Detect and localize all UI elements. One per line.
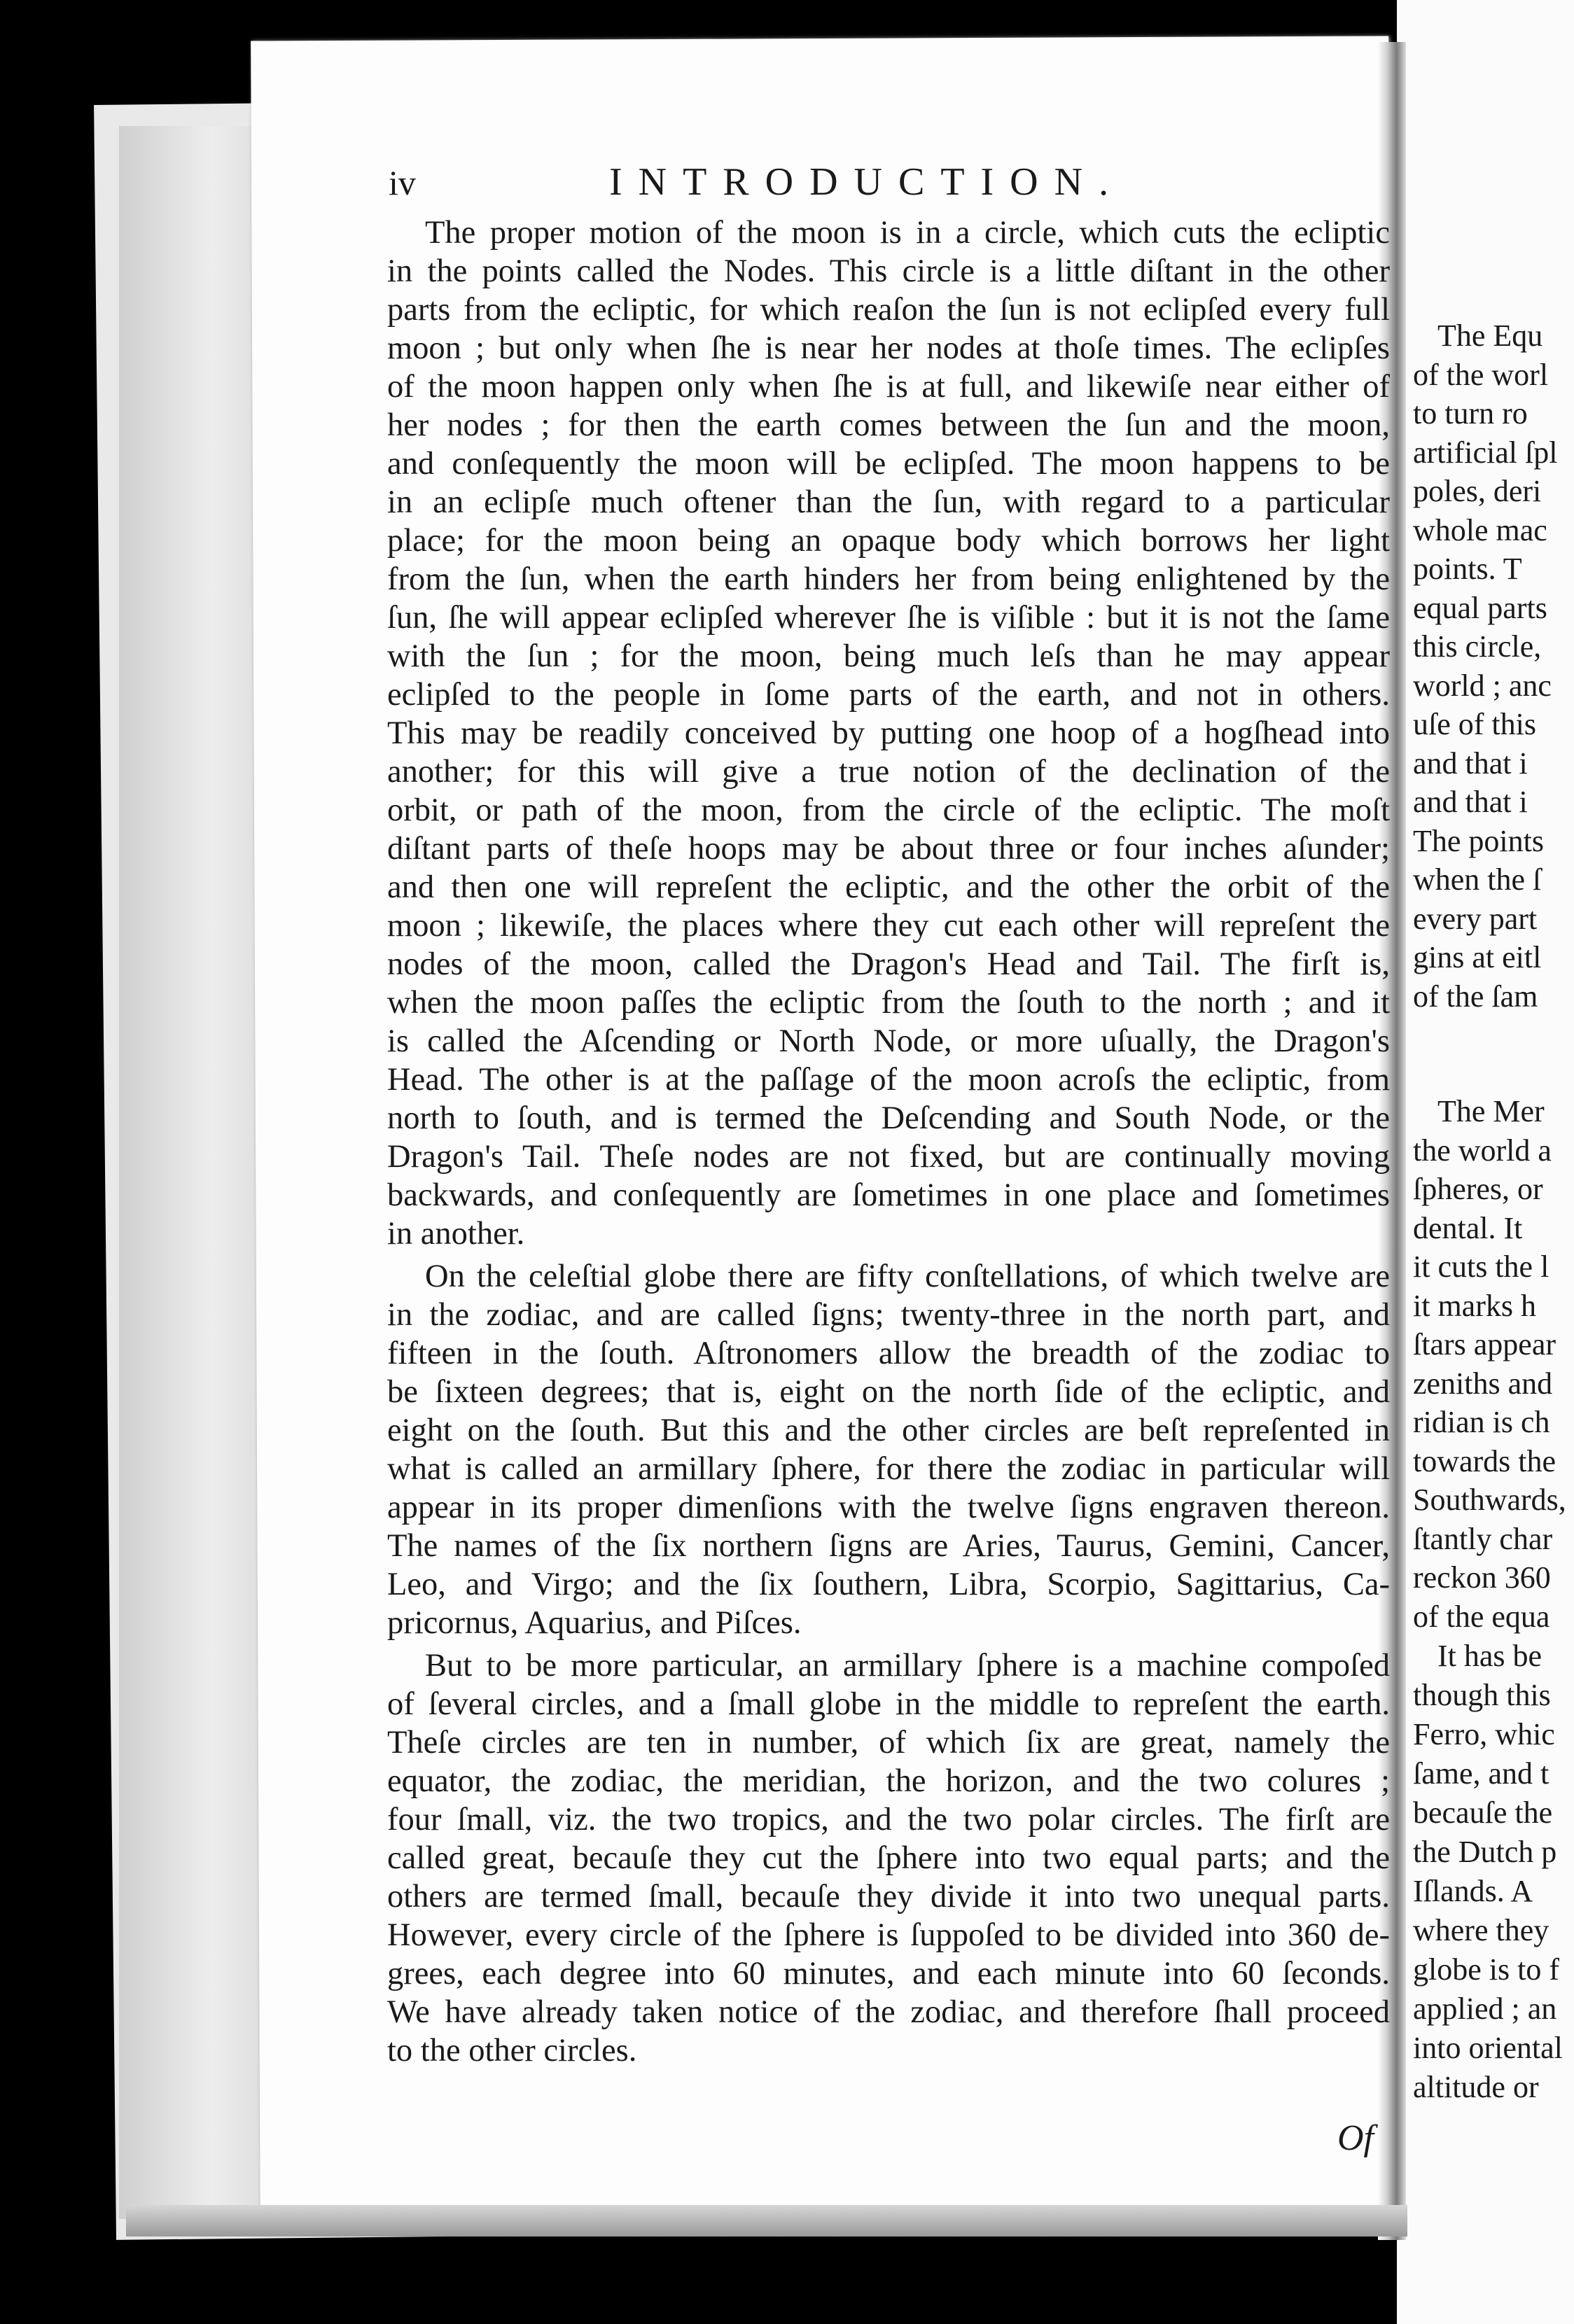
facing-page-line: ſpheres, or xyxy=(1413,1172,1543,1206)
text-line: others are termed ſmall, becauſe they divide it into two unequal parts. xyxy=(387,1879,1390,1914)
text-line: called great, becauſe they cut the ſphere into two equal parts; and the xyxy=(387,1840,1390,1876)
text-line: The proper motion of the moon is in a circle, which cuts the ecliptic xyxy=(425,215,1390,251)
text-line: four ſmall, viz. the two tropics, and the two polar circles. The firſt are xyxy=(387,1802,1390,1837)
paragraph xyxy=(387,214,1390,1253)
facing-page-line: globe is to f xyxy=(1413,1952,1559,1987)
facing-page-line: to turn ro xyxy=(1413,396,1528,430)
text-line: appear in its proper dimenſions with the twelve ſigns engraven thereon. xyxy=(387,1490,1390,1525)
facing-page-line: where they xyxy=(1413,1913,1549,1947)
facing-page-line: points. T xyxy=(1413,552,1522,586)
facing-page-line: ſame, and t xyxy=(1413,1756,1549,1791)
facing-page-line: when the ſ xyxy=(1413,862,1542,897)
facing-page-line: The points xyxy=(1413,823,1544,858)
text-line: But to be more particular, an armillary ſphere is a machine compoſed xyxy=(425,1648,1390,1684)
facing-page-line: equal parts xyxy=(1413,590,1547,625)
facing-page-line: of the equa xyxy=(1413,1599,1550,1634)
facing-page-line: ridian is ch xyxy=(1413,1405,1550,1439)
text-line: Leo, and Virgo; and the ſix ſouthern, Libra, Scorpio, Sagittarius, Ca- xyxy=(387,1567,1390,1602)
facing-page-line: towards the xyxy=(1413,1443,1556,1478)
facing-page-line: altitude or xyxy=(1413,2070,1539,2104)
facing-page-line: poles, deri xyxy=(1413,474,1542,508)
text-line: in the points called the Nodes. This circle is a little diſtant in the other xyxy=(387,253,1390,289)
text-line: be ſixteen degrees; that is, eight on the north ſide of the ecliptic, and xyxy=(387,1374,1390,1410)
text-line: backwards, and conſequently are ſometimes in one place and ſometimes xyxy=(387,1177,1390,1213)
text-line: another; for this will give a true notion of the declination of the xyxy=(387,754,1390,790)
text-line: when the moon paſſes the ecliptic from the ſouth to the north ; and it xyxy=(387,985,1390,1021)
facing-page-line: every part xyxy=(1413,901,1538,936)
text-line: and conſequently the moon will be eclipſed. The moon happens to be xyxy=(387,446,1390,482)
text-line: grees, each degree into 60 minutes, and each minute into 60 ſeconds. xyxy=(387,1956,1390,1991)
text-line: to the other circles. xyxy=(387,2033,637,2068)
text-line: in the zodiac, and are called ſigns; twenty-three in the north part, and xyxy=(387,1297,1390,1333)
text-line: This may be readily conceived by putting one hoop of a hogſhead into xyxy=(387,715,1390,751)
facing-page-line: the Dutch p xyxy=(1413,1835,1557,1869)
text-line: We have already taken notice of the zodiac, and therefore ſhall proceed xyxy=(387,1994,1390,2030)
text-line: On the celeſtial globe there are fifty conſtellations, of which twelve are xyxy=(425,1259,1390,1294)
facing-page-line: and that i xyxy=(1413,746,1528,780)
facing-page-line: world ; anc xyxy=(1413,668,1552,703)
facing-page-line: zeniths and xyxy=(1413,1366,1553,1401)
text-line: of the moon happen only when ſhe is at full, and likewiſe near either of xyxy=(387,369,1390,405)
text-line: Head. The other is at the paſſage of the moon acroſs the ecliptic, from xyxy=(387,1062,1390,1098)
text-line: of ſeveral circles, and a ſmall globe in the middle to repreſent the earth. xyxy=(387,1686,1390,1722)
facing-page-line: The Mer xyxy=(1437,1094,1545,1128)
facing-page-line: and that i xyxy=(1413,785,1528,819)
page-bottom-edge xyxy=(126,2205,1407,2236)
text-line: However, every circle of the ſphere is ſuppoſed to be divided into 360 de- xyxy=(387,1917,1390,1953)
text-line: in another. xyxy=(387,1216,525,1252)
text-line: from the ſun, when the earth hinders her from being enlightened by the xyxy=(387,561,1390,597)
text-line: place; for the moon being an opaque body which borrows her light xyxy=(387,523,1390,559)
text-line: eclipſed to the people in ſome parts of the earth, and not in others. xyxy=(387,677,1390,713)
text-line: moon ; but only when ſhe is near her nodes at thoſe times. The eclipſes xyxy=(387,330,1390,366)
facing-page-line: it cuts the l xyxy=(1413,1250,1549,1284)
facing-page-line: It has be xyxy=(1437,1639,1542,1673)
text-line: equator, the zodiac, the meridian, the horizon, and the two colures ; xyxy=(387,1763,1390,1799)
facing-page-line: gins at eitl xyxy=(1413,940,1542,974)
text-line: ſun, ſhe will appear eclipſed wherever ſhe is viſible : but it is not the ſame xyxy=(387,600,1390,636)
text-line: moon ; likewiſe, the places where they cut each other will repreſent the xyxy=(387,908,1390,944)
text-line: The names of the ſix northern ſigns are Aries, Taurus, Gemini, Cancer, xyxy=(387,1528,1390,1564)
text-line: and then one will repreſent the ecliptic, and the other the orbit of the xyxy=(387,869,1390,905)
facing-page-text xyxy=(1413,0,1574,2324)
text-line: nodes of the moon, called the Dragon's Head and Tail. The firſt is, xyxy=(387,946,1390,982)
text-line: north to ſouth, and is termed the Deſcending and South Node, or the xyxy=(387,1100,1390,1136)
text-line: eight on the ſouth. But this and the other circles are beſt repreſented in xyxy=(387,1413,1390,1448)
facing-page-line: of the worl xyxy=(1413,357,1549,392)
facing-page-line: it marks h xyxy=(1413,1288,1536,1323)
facing-page-line: artificial ſpl xyxy=(1413,435,1558,470)
text-line: fifteen in the ſouth. Aſtronomers allow the breadth of the zodiac to xyxy=(387,1336,1390,1371)
text-line: parts from the ecliptic, for which reaſon the ſun is not eclipſed every full xyxy=(387,292,1390,328)
body-text xyxy=(387,214,1390,2070)
facing-page-line: dental. It xyxy=(1413,1210,1523,1245)
facing-page-line: of the ſam xyxy=(1413,979,1538,1014)
page-number: iv xyxy=(389,163,416,202)
text-line: Dragon's Tail. Theſe nodes are not fixed, but are continually moving xyxy=(387,1139,1390,1175)
catchword: Of xyxy=(1337,2118,1374,2158)
text-line: what is called an armillary ſphere, for there the zodiac in particular will xyxy=(387,1451,1390,1487)
text-line: is called the Aſcending or North Node, or more uſually, the Dragon's xyxy=(387,1023,1390,1059)
facing-page-line: though this xyxy=(1413,1678,1551,1712)
facing-page-line: applied ; an xyxy=(1413,1991,1557,2026)
text-line: with the ſun ; for the moon, being much leſs than he may appear xyxy=(387,638,1390,674)
facing-page-line: Southwards, xyxy=(1413,1483,1566,1517)
facing-page-line: uſe of this xyxy=(1413,707,1536,741)
facing-page-line: becauſe the xyxy=(1413,1795,1553,1830)
text-line: her nodes ; for then the earth comes between the ſun and the moon, xyxy=(387,407,1390,443)
page-stack-edge xyxy=(119,126,273,2219)
facing-page-line: the world a xyxy=(1413,1133,1552,1168)
facing-page-line: ſtantly char xyxy=(1413,1521,1553,1556)
facing-page-line: reckon 360 xyxy=(1413,1560,1551,1595)
facing-page-line: into oriental xyxy=(1413,2031,1563,2065)
running-head: INTRODUCTION. xyxy=(609,160,1125,204)
facing-page-line: The Equ xyxy=(1437,318,1543,353)
text-line: in an eclipſe much oftener than the ſun, with regard to a particular xyxy=(387,484,1390,520)
paragraph xyxy=(387,1646,1390,2070)
paragraph xyxy=(387,1257,1390,1642)
facing-page-line: this circle, xyxy=(1413,629,1542,664)
text-line: diſtant parts of theſe hoops may be about three or four inches aſunder; xyxy=(387,831,1390,867)
facing-page-line: ſtars appear xyxy=(1413,1327,1556,1362)
facing-page-line: Iſlands. A xyxy=(1413,1874,1533,1908)
facing-page-line: Ferro, whic xyxy=(1413,1717,1555,1751)
text-line: pricornus, Aquarius, and Piſces. xyxy=(387,1605,802,1641)
text-line: Theſe circles are ten in number, of which ſix are great, namely the xyxy=(387,1725,1390,1760)
facing-page-line: whole mac xyxy=(1413,512,1547,547)
text-line: orbit, or path of the moon, from the circle of the ecliptic. The moſt xyxy=(387,792,1390,828)
